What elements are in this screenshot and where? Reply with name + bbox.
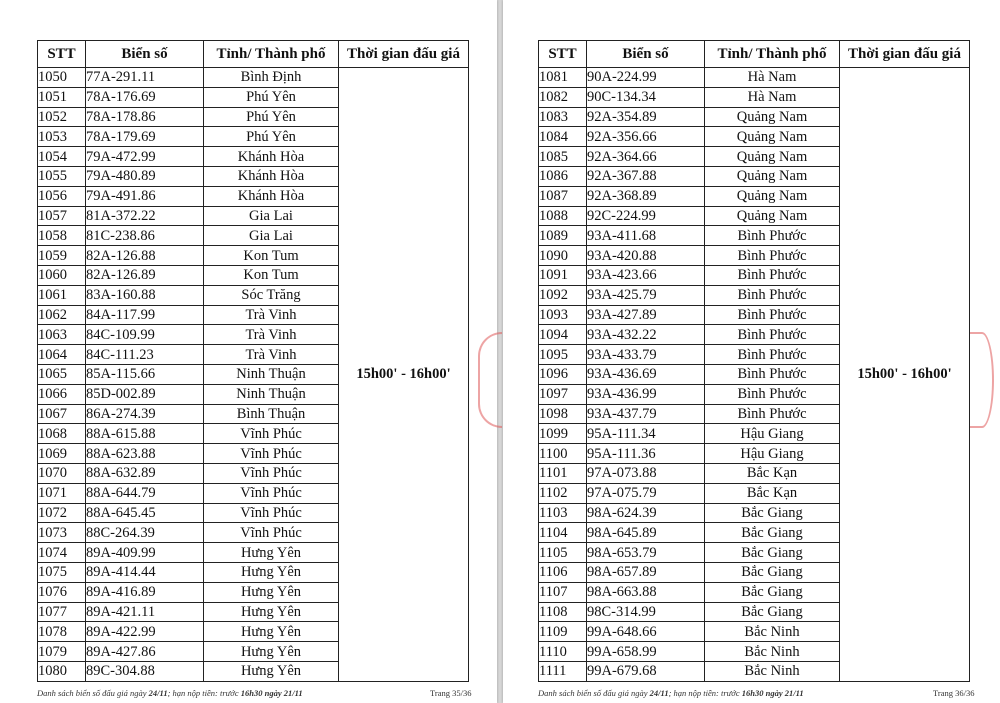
row-province: Quảng Nam — [705, 127, 840, 147]
row-province: Bình Thuận — [204, 404, 339, 424]
row-plate: 99A-679.68 — [587, 661, 705, 681]
header-time: Thời gian đấu giá — [840, 41, 970, 68]
row-province: Khánh Hòa — [204, 186, 339, 206]
row-province: Bắc Giang — [705, 582, 840, 602]
row-plate: 95A-111.36 — [587, 444, 705, 464]
row-province: Bình Phước — [705, 285, 840, 305]
footer-mid: ; hạn nộp tiền: trước — [167, 688, 239, 698]
row-stt: 1085 — [539, 147, 587, 167]
footer-prefix: Danh sách biển số đấu giá ngày — [37, 688, 147, 698]
row-stt: 1073 — [38, 523, 86, 543]
row-plate: 89C-304.88 — [86, 661, 204, 681]
header-stt: STT — [38, 41, 86, 68]
row-province: Khánh Hòa — [204, 147, 339, 167]
row-stt: 1072 — [38, 503, 86, 523]
time-slot-cell: 15h00' - 16h00' — [339, 68, 469, 682]
header-province: Tỉnh/ Thành phố — [204, 41, 339, 68]
plates-table-right — [538, 40, 970, 682]
row-plate: 98A-663.88 — [587, 582, 705, 602]
header-plate: Biển số — [86, 41, 204, 68]
row-plate: 88A-623.88 — [86, 444, 204, 464]
row-province: Hưng Yên — [204, 562, 339, 582]
row-stt: 1050 — [38, 68, 86, 88]
row-province: Bình Phước — [705, 305, 840, 325]
row-plate: 89A-421.11 — [86, 602, 204, 622]
row-stt: 1062 — [38, 305, 86, 325]
row-plate: 93A-423.66 — [587, 265, 705, 285]
row-plate: 98A-657.89 — [587, 562, 705, 582]
row-province: Hậu Giang — [705, 424, 840, 444]
row-stt: 1108 — [539, 602, 587, 622]
table-row — [38, 68, 469, 88]
row-stt: 1100 — [539, 444, 587, 464]
row-province: Trà Vinh — [204, 325, 339, 345]
row-province: Hà Nam — [705, 68, 840, 88]
row-stt: 1083 — [539, 107, 587, 127]
footer-date: 24/11 — [649, 688, 669, 698]
row-plate: 93A-437.79 — [587, 404, 705, 424]
row-stt: 1076 — [38, 582, 86, 602]
row-province: Bình Phước — [705, 265, 840, 285]
row-province: Bắc Giang — [705, 543, 840, 563]
row-plate: 98A-645.89 — [587, 523, 705, 543]
row-plate: 88A-644.79 — [86, 483, 204, 503]
table-row — [539, 68, 970, 88]
row-province: Bắc Kạn — [705, 483, 840, 503]
row-stt: 1074 — [38, 543, 86, 563]
footer-mid: ; hạn nộp tiền: trước — [668, 688, 740, 698]
row-stt: 1057 — [38, 206, 86, 226]
row-province: Bắc Giang — [705, 602, 840, 622]
row-province: Bắc Giang — [705, 523, 840, 543]
row-stt: 1071 — [38, 483, 86, 503]
row-province: Sóc Trăng — [204, 285, 339, 305]
row-plate: 83A-160.88 — [86, 285, 204, 305]
row-stt: 1065 — [38, 364, 86, 384]
row-plate: 79A-480.89 — [86, 166, 204, 186]
row-plate: 93A-436.69 — [587, 364, 705, 384]
row-plate: 82A-126.89 — [86, 265, 204, 285]
row-province: Quảng Nam — [705, 107, 840, 127]
row-plate: 86A-274.39 — [86, 404, 204, 424]
row-plate: 88A-645.45 — [86, 503, 204, 523]
row-plate: 89A-422.99 — [86, 622, 204, 642]
row-plate: 79A-491.86 — [86, 186, 204, 206]
row-plate: 93A-427.89 — [587, 305, 705, 325]
table-header-row — [38, 41, 469, 68]
row-plate: 93A-411.68 — [587, 226, 705, 246]
row-plate: 93A-420.88 — [587, 246, 705, 266]
row-province: Bắc Giang — [705, 503, 840, 523]
row-plate: 98A-624.39 — [587, 503, 705, 523]
row-plate: 89A-416.89 — [86, 582, 204, 602]
table-header-row — [539, 41, 970, 68]
row-stt: 1082 — [539, 87, 587, 107]
row-plate: 97A-073.88 — [587, 463, 705, 483]
row-stt: 1054 — [38, 147, 86, 167]
row-stt: 1079 — [38, 642, 86, 662]
row-stt: 1059 — [38, 246, 86, 266]
row-stt: 1096 — [539, 364, 587, 384]
row-province: Ninh Thuận — [204, 384, 339, 404]
row-plate: 95A-111.34 — [587, 424, 705, 444]
row-province: Quảng Nam — [705, 166, 840, 186]
row-stt: 1101 — [539, 463, 587, 483]
row-stt: 1075 — [38, 562, 86, 582]
table-body-left — [38, 68, 469, 682]
row-stt: 1102 — [539, 483, 587, 503]
row-stt: 1069 — [38, 444, 86, 464]
row-province: Hưng Yên — [204, 622, 339, 642]
row-plate: 97A-075.79 — [587, 483, 705, 503]
row-stt: 1078 — [38, 622, 86, 642]
header-province: Tỉnh/ Thành phố — [705, 41, 840, 68]
row-province: Vĩnh Phúc — [204, 503, 339, 523]
footer-date: 24/11 — [148, 688, 168, 698]
header-stt: STT — [539, 41, 587, 68]
row-province: Hậu Giang — [705, 444, 840, 464]
row-stt: 1066 — [38, 384, 86, 404]
row-plate: 92A-367.88 — [587, 166, 705, 186]
row-province: Hưng Yên — [204, 602, 339, 622]
row-plate: 89A-427.86 — [86, 642, 204, 662]
document-page-right — [503, 0, 1000, 703]
row-stt: 1086 — [539, 166, 587, 186]
row-province: Bắc Giang — [705, 562, 840, 582]
row-stt: 1105 — [539, 543, 587, 563]
row-plate: 92A-354.89 — [587, 107, 705, 127]
row-stt: 1068 — [38, 424, 86, 444]
row-plate: 81C-238.86 — [86, 226, 204, 246]
row-province: Vĩnh Phúc — [204, 463, 339, 483]
row-stt: 1110 — [539, 642, 587, 662]
red-seal-stamp-left — [478, 332, 502, 428]
row-stt: 1098 — [539, 404, 587, 424]
row-plate: 88A-615.88 — [86, 424, 204, 444]
row-province: Trà Vinh — [204, 305, 339, 325]
footer-prefix: Danh sách biển số đấu giá ngày — [538, 688, 648, 698]
row-plate: 93A-436.99 — [587, 384, 705, 404]
row-stt: 1088 — [539, 206, 587, 226]
row-stt: 1095 — [539, 345, 587, 365]
row-stt: 1067 — [38, 404, 86, 424]
row-province: Hà Nam — [705, 87, 840, 107]
row-stt: 1056 — [38, 186, 86, 206]
row-stt: 1092 — [539, 285, 587, 305]
row-province: Bình Phước — [705, 345, 840, 365]
row-province: Phú Yên — [204, 107, 339, 127]
row-stt: 1090 — [539, 246, 587, 266]
row-province: Bình Định — [204, 68, 339, 88]
row-stt: 1111 — [539, 661, 587, 681]
row-stt: 1063 — [38, 325, 86, 345]
row-plate: 93A-425.79 — [587, 285, 705, 305]
row-province: Bình Phước — [705, 226, 840, 246]
row-province: Hưng Yên — [204, 661, 339, 681]
page-number-right: Trang 36/36 — [933, 688, 975, 698]
row-plate: 78A-179.69 — [86, 127, 204, 147]
row-plate: 88C-264.39 — [86, 523, 204, 543]
page-number-left: Trang 35/36 — [430, 688, 472, 698]
row-plate: 92A-368.89 — [587, 186, 705, 206]
row-plate: 84C-109.99 — [86, 325, 204, 345]
red-seal-stamp-right — [970, 332, 994, 428]
row-stt: 1103 — [539, 503, 587, 523]
row-stt: 1094 — [539, 325, 587, 345]
row-stt: 1104 — [539, 523, 587, 543]
row-stt: 1051 — [38, 87, 86, 107]
row-province: Hưng Yên — [204, 642, 339, 662]
row-province: Khánh Hòa — [204, 166, 339, 186]
row-province: Kon Tum — [204, 265, 339, 285]
plates-table-left — [37, 40, 469, 682]
row-province: Bắc Ninh — [705, 622, 840, 642]
row-stt: 1052 — [38, 107, 86, 127]
table-body-right — [539, 68, 970, 682]
row-province: Bắc Ninh — [705, 642, 840, 662]
row-stt: 1070 — [38, 463, 86, 483]
row-province: Vĩnh Phúc — [204, 483, 339, 503]
row-plate: 92A-356.66 — [587, 127, 705, 147]
row-stt: 1109 — [539, 622, 587, 642]
row-plate: 92C-224.99 — [587, 206, 705, 226]
row-province: Vĩnh Phúc — [204, 444, 339, 464]
row-plate: 82A-126.88 — [86, 246, 204, 266]
row-plate: 84C-111.23 — [86, 345, 204, 365]
row-province: Hưng Yên — [204, 543, 339, 563]
row-plate: 85A-115.66 — [86, 364, 204, 384]
row-province: Vĩnh Phúc — [204, 523, 339, 543]
row-province: Vĩnh Phúc — [204, 424, 339, 444]
row-province: Ninh Thuận — [204, 364, 339, 384]
row-stt: 1089 — [539, 226, 587, 246]
row-province: Bình Phước — [705, 246, 840, 266]
time-slot-cell: 15h00' - 16h00' — [840, 68, 970, 682]
row-plate: 89A-414.44 — [86, 562, 204, 582]
row-province: Bình Phước — [705, 364, 840, 384]
row-plate: 78A-178.86 — [86, 107, 204, 127]
row-province: Phú Yên — [204, 127, 339, 147]
row-province: Hưng Yên — [204, 582, 339, 602]
row-plate: 92A-364.66 — [587, 147, 705, 167]
header-time: Thời gian đấu giá — [339, 41, 469, 68]
row-province: Quảng Nam — [705, 147, 840, 167]
row-stt: 1080 — [38, 661, 86, 681]
row-stt: 1055 — [38, 166, 86, 186]
row-stt: 1060 — [38, 265, 86, 285]
document-page-left — [0, 0, 497, 703]
row-plate: 90C-134.34 — [587, 87, 705, 107]
row-province: Bình Phước — [705, 384, 840, 404]
row-stt: 1084 — [539, 127, 587, 147]
row-stt: 1081 — [539, 68, 587, 88]
row-plate: 85D-002.89 — [86, 384, 204, 404]
row-plate: 81A-372.22 — [86, 206, 204, 226]
row-stt: 1107 — [539, 582, 587, 602]
row-plate: 78A-176.69 — [86, 87, 204, 107]
row-stt: 1064 — [38, 345, 86, 365]
row-province: Bắc Ninh — [705, 661, 840, 681]
row-stt: 1053 — [38, 127, 86, 147]
row-stt: 1106 — [539, 562, 587, 582]
row-province: Bắc Kạn — [705, 463, 840, 483]
row-plate: 93A-432.22 — [587, 325, 705, 345]
row-province: Gia Lai — [204, 206, 339, 226]
row-stt: 1091 — [539, 265, 587, 285]
row-stt: 1097 — [539, 384, 587, 404]
row-stt: 1087 — [539, 186, 587, 206]
footer-note-left — [37, 688, 303, 698]
row-province: Gia Lai — [204, 226, 339, 246]
row-province: Kon Tum — [204, 246, 339, 266]
row-plate: 90A-224.99 — [587, 68, 705, 88]
row-plate: 79A-472.99 — [86, 147, 204, 167]
row-province: Phú Yên — [204, 87, 339, 107]
row-plate: 99A-648.66 — [587, 622, 705, 642]
row-plate: 98C-314.99 — [587, 602, 705, 622]
footer-note-right — [538, 688, 804, 698]
footer-deadline: 16h30 ngày 21/11 — [240, 688, 303, 698]
row-plate: 98A-653.79 — [587, 543, 705, 563]
row-province: Quảng Nam — [705, 186, 840, 206]
row-stt: 1061 — [38, 285, 86, 305]
row-plate: 77A-291.11 — [86, 68, 204, 88]
row-plate: 84A-117.99 — [86, 305, 204, 325]
row-plate: 88A-632.89 — [86, 463, 204, 483]
row-stt: 1093 — [539, 305, 587, 325]
row-province: Bình Phước — [705, 404, 840, 424]
row-stt: 1058 — [38, 226, 86, 246]
row-stt: 1099 — [539, 424, 587, 444]
footer-deadline: 16h30 ngày 21/11 — [741, 688, 804, 698]
row-province: Bình Phước — [705, 325, 840, 345]
row-stt: 1077 — [38, 602, 86, 622]
row-province: Trà Vinh — [204, 345, 339, 365]
row-plate: 93A-433.79 — [587, 345, 705, 365]
header-plate: Biển số — [587, 41, 705, 68]
row-plate: 99A-658.99 — [587, 642, 705, 662]
row-plate: 89A-409.99 — [86, 543, 204, 563]
row-province: Quảng Nam — [705, 206, 840, 226]
